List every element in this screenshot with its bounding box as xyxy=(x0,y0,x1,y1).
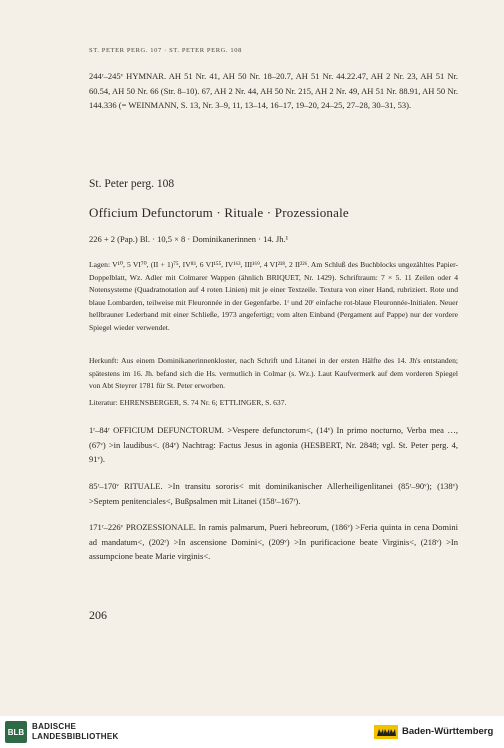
baden-wuerttemberg-lions-icon xyxy=(374,725,398,739)
lagen-paragraph: Lagen: V¹⁰, 5 VI⁷⁰, (II + 1)⁷⁵, IV⁸³, 6 VI¹⁵⁵, IV¹⁶³, III¹⁶⁹, 4 VI²¹⁸, 2 II²²⁶. Am Schluß des Buchblocks ungezähltes Papier-Doppelblatt, Wz. Adler mit Colmarer Wappen (ähnlich BRIQUET, Nr. 1429). Schriftraum: 7 × 5. 11 Zeilen oder 4 Notensysteme (Quadratnotation auf 4 roten Linien) mit je einer Textzeile. Textura von einer Hand, rubriziert. Rote und blaue Lombarden, teilweise mit Fleuronnée in der Gegenfarbe. 1ʳ und 20ʳ einfache rot-blaue Fleuronnée-Initialen. Neuer hellbrauner Lederband mit einer Schließe, 1973 angefertigt; vom alten Einband (Pergament auf Pappe) nur der vordere Spiegel wieder verwendet. xyxy=(89,260,458,332)
footer-bar xyxy=(0,716,504,748)
blb-logo-icon: BLB xyxy=(5,721,27,743)
running-head: ST. PETER PERG. 107 · ST. PETER PERG. 108 xyxy=(89,47,242,54)
page-number: 206 xyxy=(89,608,107,622)
content-entry-prozessionale: 171ʳ–226ᵛ PROZESSIONALE. In ramis palmarum, Pueri hebreorum, (186ᵛ) >Feria quinta in cena Domini ad mandatum<, (202ʳ) >In ascensione Domini<, (209ᵛ) >In purificacione beate Virginis<, (218ᵛ) >In assumpcione beate Marie virginis<. xyxy=(89,522,458,561)
blb-name-line2: LANDESBIBLIOTHEK xyxy=(32,732,119,741)
manuscript-title: Officium Defunctorum · Rituale · Prozessionale xyxy=(89,205,349,220)
previous-entry-text: 244ʳ–245ᵛ HYMNAR. AH 51 Nr. 41, AH 50 Nr. 18–20.7, AH 51 Nr. 44.22.47, AH 2 Nr. 23, AH 51 Nr. 60.54, AH 50 Nr. 66 (Str. 8–10). 67, AH 2 Nr. 44, AH 50 Nr. 215, AH 2 Nr. 49, AH 51 Nr. 88.91, AH 50 Nr. 144.336 (= WEINMANN, S. 13, Nr. 3–9, 11, 13–14, 16–17, 19–20, 24–25, 27–28, 30–31, 53). xyxy=(89,71,458,110)
herkunft-paragraph: Herkunft: Aus einem Dominikanerinnenkloster, nach Schrift und Litanei in der ersten Hälfte des 14. Jh's entstanden; spätestens im 16. Jh. befand sich die Hs. vermutlich in Colmar (s. Wz.). Laut Kaufvermerk auf dem vorderen Spiegel von Abt Steyrer 1781 für St. Peter erworben. xyxy=(89,356,458,391)
blb-name-line1: BADISCHE xyxy=(32,722,77,731)
manuscript-meta: 226 + 2 (Pap.) Bl. · 10,5 × 8 · Dominikanerinnen · 14. Jh.¹ xyxy=(89,234,289,244)
manuscript-signature: St. Peter perg. 108 xyxy=(89,178,175,190)
blb-name xyxy=(32,722,119,742)
content-entry-officium: 1ʳ–84ʳ OFFICIUM DEFUNCTORUM. >Vespere defunctorum<, (14ᵛ) In primo nocturno, Verba mea …, (67ᵛ) >in laudibus<. (84ᵛ) Nachtrag: Factus Jesus in agonia (HESBERT, Nr. 2848; vgl. St. Peter perg. 4, 91ᵛ). xyxy=(89,425,458,464)
content-entry-rituale: 85ʳ–170ᵛ RITUALE. >In transitu sororis< mit dominikanischer Allerheiligenlitanei (85ʳ–90ᵛ); (138ᵛ) >Septem penitenciales<, Bußpsalmen mit Litanei (158ʳ–167ʳ). xyxy=(89,481,458,506)
literatur-paragraph: Literatur: EHRENSBERGER, S. 74 Nr. 6; ETTLINGER, S. 637. xyxy=(89,398,287,407)
bw-label: Baden-Württemberg xyxy=(402,726,494,737)
